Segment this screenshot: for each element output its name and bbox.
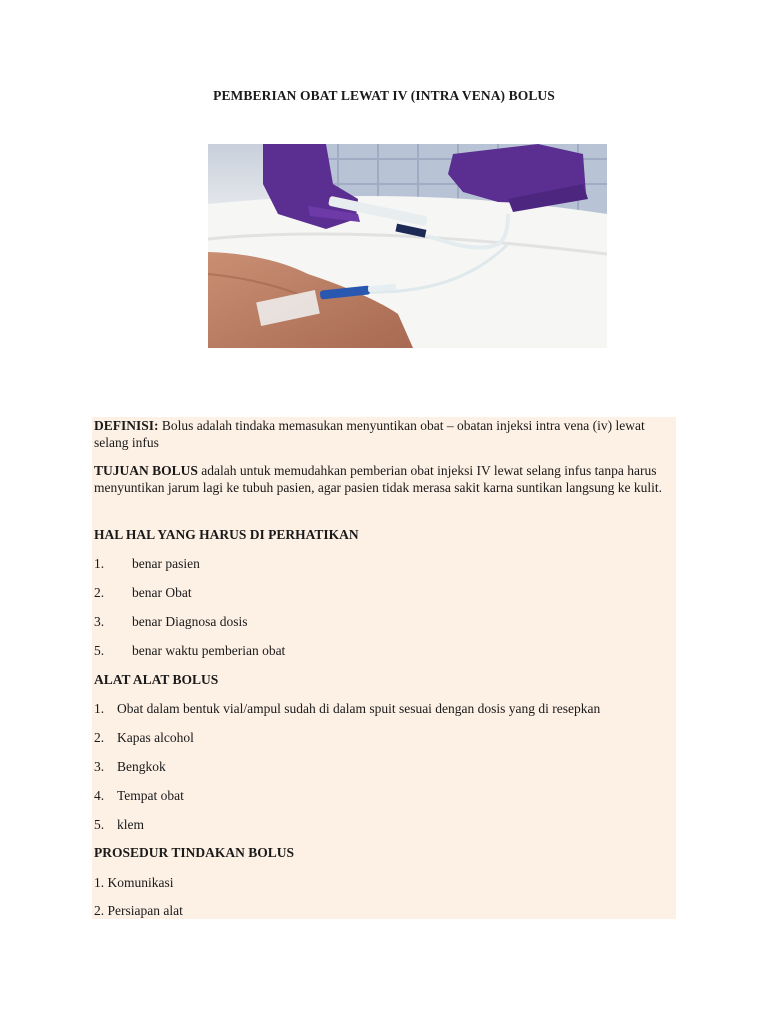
list-item-text: benar pasien bbox=[132, 556, 200, 571]
list-item bbox=[94, 758, 676, 775]
alat-heading: ALAT ALAT BOLUS bbox=[94, 672, 219, 687]
list-item: 1. Komunikasi bbox=[94, 875, 174, 890]
list-item-number: 3. bbox=[94, 759, 105, 774]
list-item-text: Obat dalam bentuk vial/ampul sudah di dalam spuit sesuai dengan dosis yang di resepkan bbox=[117, 701, 601, 716]
iv-bolus-photo bbox=[208, 144, 607, 348]
list-item bbox=[94, 787, 676, 804]
list-item-text: Tempat obat bbox=[117, 788, 184, 803]
list-item-text: Kapas alcohol bbox=[117, 730, 194, 745]
tujuan-text: adalah untuk memudahkan pemberian obat injeksi IV lewat selang infus tanpa harus menyuntikan jarum lagi ke tubuh pasien, agar pasien tidak merasa sakit karna suntikan langsung ke kulit. bbox=[94, 463, 662, 495]
tujuan-label: TUJUAN BOLUS bbox=[94, 463, 198, 478]
hal-heading: HAL HAL YANG HARUS DI PERHATIKAN bbox=[94, 527, 359, 542]
list-item-text: benar Diagnosa dosis bbox=[132, 614, 248, 629]
list-item-text: Bengkok bbox=[117, 759, 166, 774]
list-item-text: benar Obat bbox=[132, 585, 192, 600]
list-item-number: 1. bbox=[94, 556, 105, 571]
list-item-text: benar waktu pemberian obat bbox=[132, 643, 286, 658]
list-item-number: 4. bbox=[94, 788, 105, 803]
definisi-text: Bolus adalah tindaka memasukan menyuntikan obat – obatan injeksi intra vena (iv) lewat selang infus bbox=[94, 418, 645, 450]
list-item bbox=[94, 613, 676, 630]
list-item: 2. Persiapan alat bbox=[94, 903, 183, 918]
list-item-number: 2. bbox=[94, 730, 105, 745]
list-item bbox=[94, 555, 676, 572]
list-item-number: 3. bbox=[94, 614, 105, 629]
list-item bbox=[94, 729, 676, 746]
definisi-label: DEFINISI: bbox=[94, 418, 159, 433]
list-item-number: 1. bbox=[94, 701, 105, 716]
list-item bbox=[94, 584, 676, 601]
page-title: PEMBERIAN OBAT LEWAT IV (INTRA VENA) BOLUS bbox=[213, 88, 555, 103]
list-item-number: 5. bbox=[94, 817, 105, 832]
definisi-paragraph bbox=[94, 417, 676, 451]
list-item-number: 2. bbox=[94, 585, 105, 600]
tujuan-paragraph bbox=[94, 462, 676, 496]
list-item bbox=[94, 642, 676, 659]
list-item-text: klem bbox=[117, 817, 144, 832]
list-item bbox=[94, 700, 676, 717]
list-item bbox=[94, 816, 676, 833]
prosedur-heading: PROSEDUR TINDAKAN BOLUS bbox=[94, 845, 295, 860]
list-item-number: 5. bbox=[94, 643, 105, 658]
content-panel bbox=[92, 417, 676, 919]
